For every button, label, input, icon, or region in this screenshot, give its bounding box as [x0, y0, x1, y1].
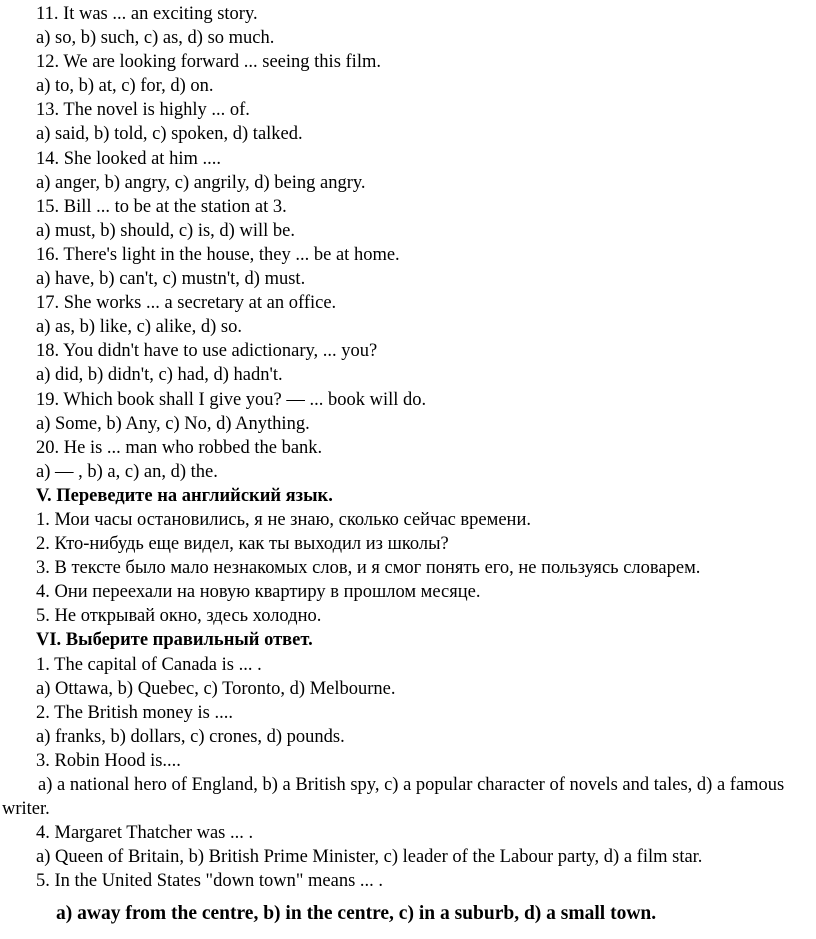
translate-item-1: 1. Мои часы остановились, я не знаю, сколько сейчас времени.	[36, 509, 531, 530]
question-20: 20. He is ... man who robbed the bank.	[36, 437, 323, 458]
question-15: 15. Bill ... to be at the station at 3.	[36, 196, 287, 217]
translate-item-2: 2. Кто-нибудь еще видел, как ты выходил из школы?	[36, 534, 449, 555]
question-16: 16. There's light in the house, they ... be at home.	[36, 244, 400, 265]
question-17: 17. She works ... a secretary at an office.	[36, 293, 337, 314]
quiz-question-3: 3. Robin Hood is....	[36, 750, 181, 771]
translate-item-4: 4. Они переехали на новую квартиру в прошлом месяце.	[36, 582, 481, 603]
section-v-heading: V. Переведите на английский язык.	[36, 485, 333, 506]
question-11: 11. It was ... an exciting story.	[36, 4, 258, 24]
question-13: 13. The novel is highly ... of.	[36, 100, 250, 121]
answers-17: a) as, b) like, c) alike, d) so.	[36, 317, 242, 338]
quiz-question-1: 1. The capital of Canada is ... .	[36, 654, 262, 675]
question-19: 19. Which book shall I give you? — ... book will do.	[36, 389, 427, 410]
quiz-question-5: 5. In the United States "down town" means ... .	[36, 871, 384, 892]
section-vi-heading: VI. Выберите правильный ответ.	[36, 630, 313, 651]
quiz-answers-5: a) away from the centre, b) in the centre, c) in a suburb, d) a small town.	[56, 903, 657, 925]
quiz-answers-1: a) Ottawa, b) Quebec, c) Toronto, d) Melbourne.	[36, 678, 396, 699]
translate-item-5: 5. Не открывай окно, здесь холодно.	[36, 606, 322, 627]
answers-16: a) have, b) can't, c) mustn't, d) must.	[36, 269, 306, 290]
answers-14: a) anger, b) angry, c) angrily, d) being angry.	[36, 172, 366, 193]
quiz-answers-2: a) franks, b) dollars, c) crones, d) pounds.	[36, 726, 345, 747]
answers-15: a) must, b) should, c) is, d) will be.	[36, 220, 295, 241]
question-14: 14. She looked at him ....	[36, 148, 221, 169]
quiz-question-4: 4. Margaret Thatcher was ... .	[36, 823, 254, 844]
question-12: 12. We are looking forward ... seeing this film.	[36, 52, 381, 73]
question-18: 18. You didn't have to use adictionary, ... you?	[36, 341, 378, 362]
answers-20: a) — , b) a, c) an, d) the.	[36, 461, 218, 482]
answers-11: a) so, b) such, c) as, d) so much.	[36, 28, 275, 49]
answers-19: a) Some, b) Any, c) No, d) Anything.	[36, 413, 310, 434]
quiz-answers-4: a) Queen of Britain, b) British Prime Minister, c) leader of the Labour party, d) a film star.	[36, 847, 703, 868]
quiz-question-2: 2. The British money is ....	[36, 702, 233, 723]
answers-18: a) did, b) didn't, c) had, d) hadn't.	[36, 365, 283, 386]
answers-12: a) to, b) at, c) for, d) on.	[36, 76, 214, 97]
answers-13: a) said, b) told, c) spoken, d) talked.	[36, 124, 303, 145]
quiz-answers-3: a) a national hero of England, b) a British spy, c) a popular character of novels and tales, d) a famous writer.	[2, 775, 785, 820]
translate-item-3: 3. В тексте было мало незнакомых слов, и я смог понять его, не пользуясь словарем.	[36, 558, 701, 579]
